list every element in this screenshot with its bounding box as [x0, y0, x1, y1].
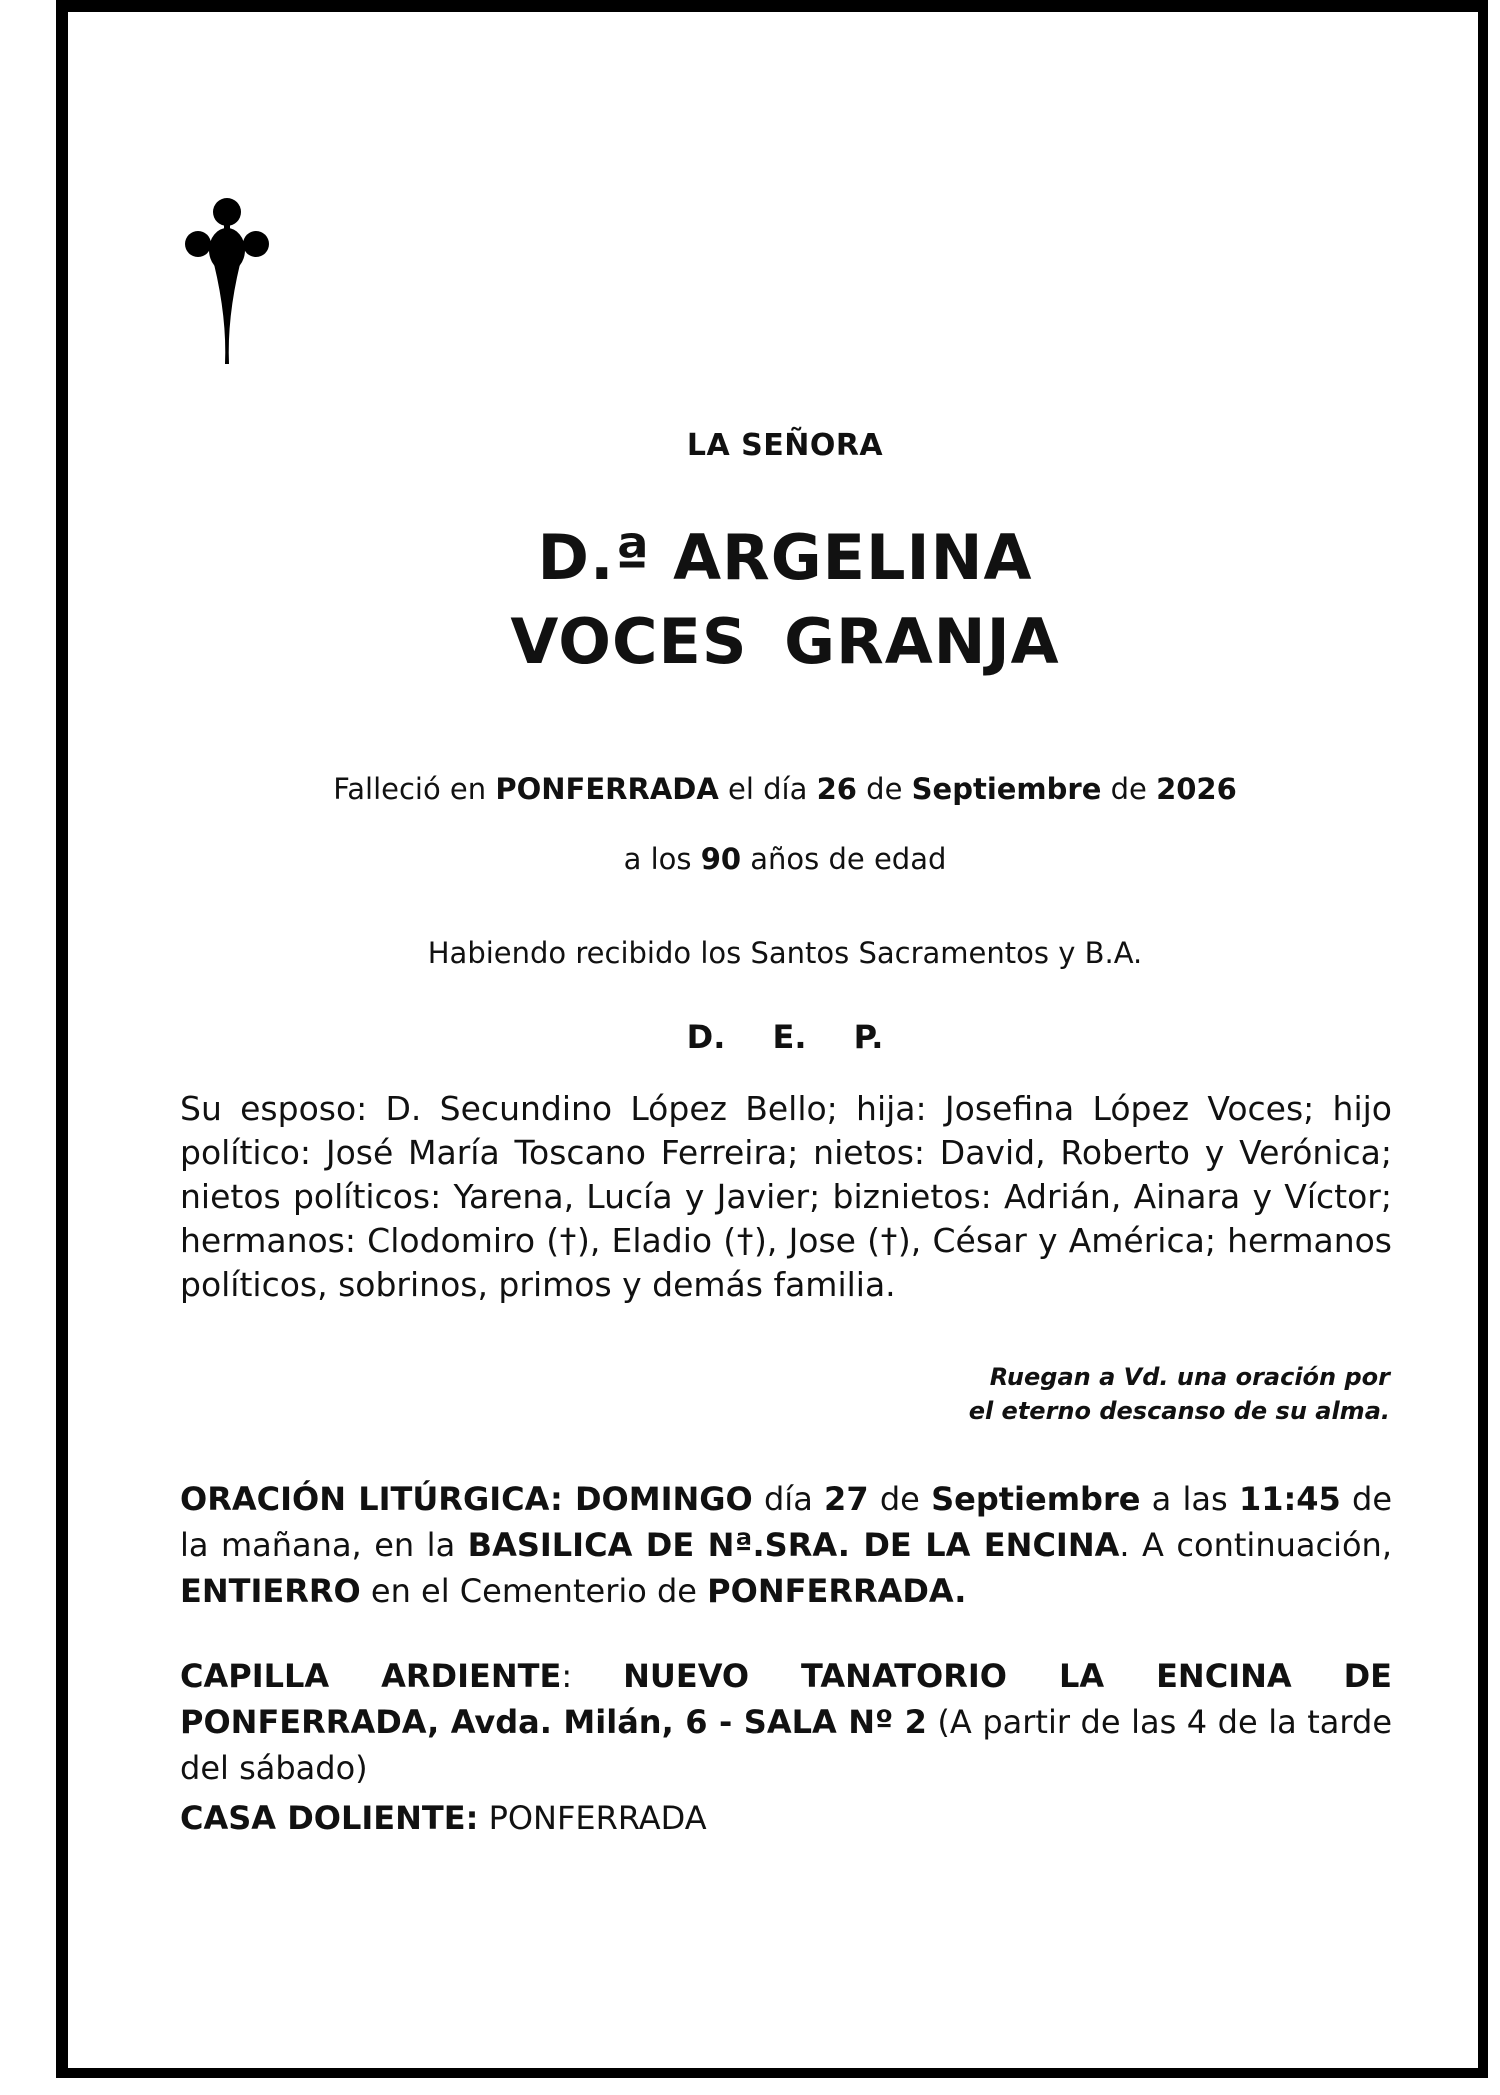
liturgy-paragraph: ORACIÓN LITÚRGICA: DOMINGO día 27 de Septiembre a las 11:45 de la mañana, en la BASILICA DE Nª.SRA. DE LA ENCINA. A continuación, ENTIERRO en el Cementerio de PONFERRADA.: [180, 1480, 1393, 1610]
family-paragraph: Su esposo: D. Secundino López Bello; hija: Josefina López Voces; hijo político: José María Toscano Ferreira; nietos: David, Roberto y Verónica; nietos políticos: Yarena, Lucía y Javier; biznietos: Adrián, Ainara y Víctor; hermanos: Clodomiro (†), Eladio (†), Jose (†), César y América; hermanos políticos, sobrinos, primos y demás familia.: [180, 1089, 1392, 1304]
prayer-request: [830, 1360, 1390, 1428]
prayer-line-1: Ruegan a Vd. una oración por: [989, 1363, 1390, 1391]
prayer-line-2: el eterno descanso de su alma.: [968, 1397, 1390, 1425]
death-notice-line: Falleció en PONFERRADA el día 26 de Septiembre de 2026: [333, 772, 1237, 806]
dep-line: D. E. P.: [686, 1018, 884, 1056]
sacraments-line: Habiendo recibido los Santos Sacramentos y B.A.: [427, 936, 1143, 970]
pre-title: LA SEÑORA: [686, 428, 884, 463]
deceased-name-line2: VOCES GRANJA: [510, 605, 1060, 678]
house-paragraph: CASA DOLIENTE: PONFERRADA: [180, 1799, 707, 1837]
deceased-name-line1: D.ª ARGELINA: [537, 521, 1033, 594]
chapel-paragraph: CAPILLA ARDIENTE: NUEVO TANATORIO LA ENCINA DE PONFERRADA, Avda. Milán, 6 - SALA Nº 2 (A partir de las 4 de la tarde del sábado): [180, 1657, 1393, 1787]
santiago-cross-icon: [184, 198, 270, 364]
age-line: a los 90 años de edad: [623, 842, 947, 876]
